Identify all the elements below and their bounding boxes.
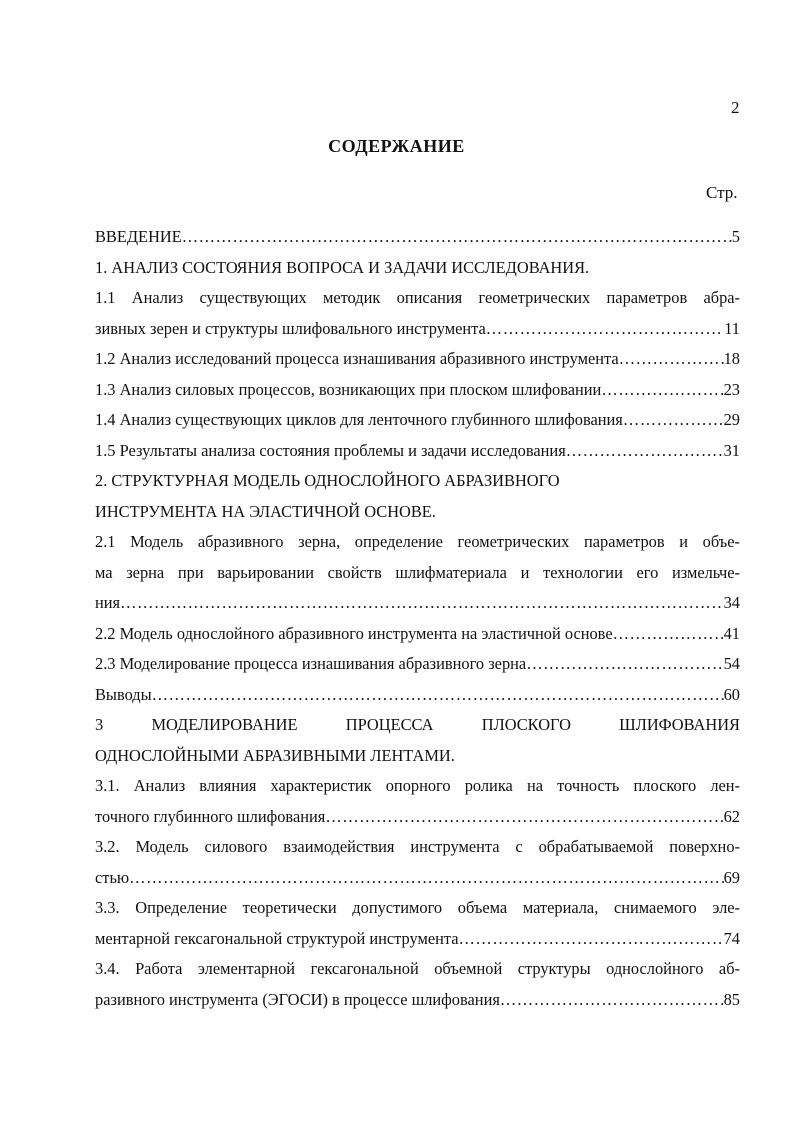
toc-page-number: 29	[723, 410, 740, 429]
toc-leader-dots	[459, 924, 724, 955]
toc-entry-title: 2.1 Модель абразивного зерна, определение геометрических параметров и объе-	[95, 532, 740, 551]
toc-entry-line	[95, 527, 740, 558]
page-column-label: Стр.	[706, 183, 738, 202]
toc-leader-dots	[500, 985, 724, 1016]
table-of-contents	[95, 222, 740, 1015]
toc-page-number: 41	[723, 623, 740, 643]
toc-entry-title: 3.1. Анализ влияния характеристик опорного ролика на точность плоского лен-	[95, 776, 740, 795]
toc-chapter-title: 1. АНАЛИЗ СОСТОЯНИЯ ВОПРОСА И ЗАДАЧИ ИССЛЕДОВАНИЯ.	[95, 257, 590, 277]
toc-entry	[95, 985, 740, 1016]
toc-page-number: 11	[724, 318, 740, 338]
toc-chapter-title: ИНСТРУМЕНТА НА ЭЛАСТИЧНОЙ ОСНОВЕ.	[95, 501, 436, 521]
toc-entry	[95, 436, 740, 467]
toc-entry-line	[95, 771, 740, 802]
toc-chapter-heading	[95, 466, 740, 497]
toc-entry-line	[95, 954, 740, 985]
toc-entry-line	[95, 558, 740, 589]
toc-entry-title: ментарной гексагональной структурой инструмента	[95, 928, 459, 948]
toc-page-number: 74	[723, 928, 740, 948]
toc-entry-title: 3 МОДЕЛИРОВАНИЕ ПРОЦЕССА ПЛОСКОГО ШЛИФОВАНИЯ	[95, 715, 740, 734]
toc-page-number: 18	[723, 349, 740, 368]
toc-entry-title: 1.4 Анализ существующих циклов для ленточного глубинного шлифования	[95, 410, 623, 429]
toc-entry-title: точного глубинного шлифования	[95, 806, 326, 826]
toc-entry	[95, 680, 740, 711]
toc-page-number: 69	[723, 867, 740, 887]
toc-entry-title: ма зерна при варьировании свойств шлифматериала и технологии его измельче-	[95, 562, 740, 582]
toc-chapter-heading	[95, 253, 740, 284]
toc-page-number: 5	[731, 227, 740, 246]
toc-entry	[95, 588, 740, 619]
toc-leader-dots	[152, 680, 724, 711]
toc-entry	[95, 344, 740, 375]
toc-entry	[95, 314, 740, 345]
toc-entry-title: зивных зерен и структуры шлифовального инструмента	[95, 318, 486, 338]
toc-entry-line	[95, 893, 740, 924]
toc-leader-dots	[566, 436, 724, 467]
toc-entry-title: 1.2 Анализ исследований процесса изнашивания абразивного инструмента	[95, 349, 619, 368]
toc-entry	[95, 863, 740, 894]
toc-entry-title: 3.4. Работа элементарной гексагональной объемной структуры однослойного аб-	[95, 959, 740, 978]
toc-entry-title: 3.2. Модель силового взаимодействия инструмента с обрабатываемой поверхно-	[95, 837, 740, 856]
toc-leader-dots	[486, 314, 724, 345]
toc-leader-dots	[526, 649, 723, 680]
toc-entry-line	[95, 710, 740, 741]
toc-entry-title: ния	[95, 593, 121, 612]
toc-entry	[95, 405, 740, 436]
toc-entry	[95, 619, 740, 650]
toc-entry-title: 2.2 Модель однослойного абразивного инструмента на эластичной основе	[95, 623, 613, 643]
toc-page-number: 62	[723, 806, 740, 826]
page-title: СОДЕРЖАНИЕ	[328, 136, 465, 156]
toc-entry-title: 1.3 Анализ силовых процессов, возникающих при плоском шлифовании	[95, 379, 602, 399]
toc-chapter-heading	[95, 497, 740, 528]
toc-page-number: 23	[723, 379, 740, 399]
toc-chapter-heading	[95, 741, 740, 772]
page-number: 2	[731, 98, 740, 117]
toc-entry-title: ВВЕДЕНИЕ	[95, 227, 182, 246]
toc-leader-dots	[325, 802, 723, 833]
toc-leader-dots	[601, 375, 723, 406]
toc-entry-title: стью	[95, 867, 130, 887]
toc-chapter-title: ОДНОСЛОЙНЫМИ АБРАЗИВНЫМИ ЛЕНТАМИ.	[95, 745, 455, 765]
toc-entry-title: 1.1 Анализ существующих методик описания геометрических параметров абра-	[95, 288, 740, 307]
toc-entry	[95, 222, 740, 253]
toc-entry	[95, 649, 740, 680]
toc-page-number: 34	[723, 593, 740, 612]
toc-entry	[95, 924, 740, 955]
toc-entry-title: 3.3. Определение теоретически допустимого объема материала, снимаемого эле-	[95, 898, 740, 917]
toc-entry-title: 1.5 Результаты анализа состояния проблемы и задачи исследования	[95, 440, 566, 460]
toc-entry	[95, 375, 740, 406]
toc-page-number: 54	[723, 654, 740, 673]
toc-leader-dots	[623, 405, 724, 436]
toc-page-number: 85	[723, 989, 740, 1009]
toc-entry-title: разивного инструмента (ЭГОСИ) в процессе шлифования	[95, 989, 500, 1009]
toc-leader-dots	[120, 588, 724, 619]
toc-entry-line	[95, 832, 740, 863]
toc-leader-dots	[129, 863, 723, 894]
toc-entry-title: 2.3 Моделирование процесса изнашивания абразивного зерна	[95, 654, 527, 673]
toc-leader-dots	[182, 222, 732, 253]
toc-leader-dots	[613, 619, 724, 650]
toc-page-number: 60	[723, 684, 740, 704]
toc-entry-title: Выводы	[95, 684, 152, 704]
toc-entry-line	[95, 283, 740, 314]
toc-leader-dots	[619, 344, 724, 375]
toc-page-number: 31	[723, 440, 740, 460]
toc-entry	[95, 802, 740, 833]
toc-chapter-title: 2. СТРУКТУРНАЯ МОДЕЛЬ ОДНОСЛОЙНОГО АБРАЗИВНОГО	[95, 471, 560, 490]
